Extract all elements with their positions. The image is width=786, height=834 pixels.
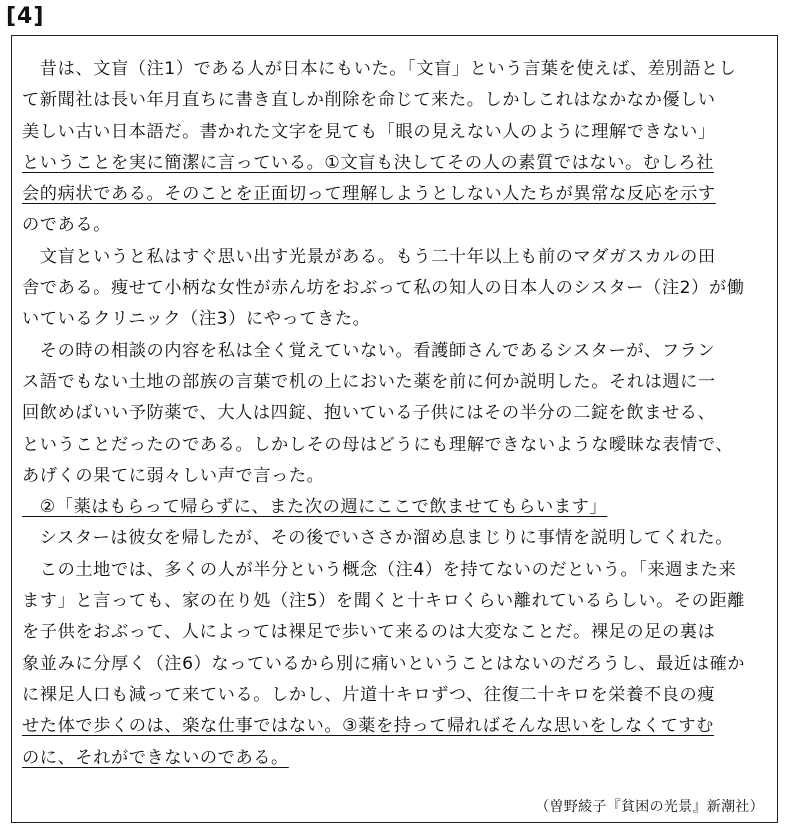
passage-line: ます」と言っても、家の在り処（注5）を聞くと十キロくらい離れているらしい。その距離 — [22, 591, 746, 612]
underlined-passage-line: せた体で歩くのは、楽な仕事ではない。③薬を持って帰ればそんな思いをしなくてすむ — [22, 716, 714, 737]
passage-line: に裸足人口も減って来ている。しかし、片道十キロずつ、往復二十キロを栄養不良の痩 — [22, 684, 716, 705]
passage-line: その時の相談の内容を私は全く覚えていない。看護師さんであるシスターが、フラン — [22, 340, 716, 361]
passage-line: この土地では、多くの人が半分という概念（注4）を持てないのだという。「来週また来 — [22, 559, 737, 580]
passage-line: 美しい古い日本語だ。書かれた文字を見ても「眼の見えない人のように理解できない」 — [22, 121, 716, 142]
passage-line: 象並みに分厚く（注6）なっているから別に痛いということはないのだろうし、最近は確か — [22, 653, 746, 674]
passage-line: を子供をおぶって、人によっては裸足で歩いて来るのは大変なことだ。裸足の足の裏は — [22, 622, 716, 643]
question-number: [4] — [6, 4, 45, 29]
passage-line: 昔は、文盲（注1）である人が日本にもいた。「文盲」という言葉を使えば、差別語とし — [22, 59, 737, 79]
passage-line: ということだったのである。しかしその母はどうにも理解できないような曖昧な表情で、 — [22, 434, 734, 455]
passage-line: 舎である。痩せて小柄な女性が赤ん坊をおぶって私の知人の日本人のシスター（注2）が働 — [22, 278, 745, 299]
passage-line: て新聞社は長い年月直ちに書き直しか削除を命じて来た。しかしこれはなかなか優しい — [22, 90, 716, 111]
underlined-passage-line: のに、それができないのである。 — [22, 747, 289, 768]
passage-line: あげくの果てに弱々しい声で言った。 — [22, 465, 325, 486]
passage-line: 回飲めばいい予防薬で、大人は四錠、抱いている子供にはその半分の二錠を飲ませる、 — [22, 403, 716, 424]
underlined-passage-line: ②「薬はもらって帰らずに、また次の週にここで飲ませてもらいます」 — [22, 497, 608, 518]
passage-line: のである。 — [22, 215, 111, 236]
passage-line: いているクリニック（注3）にやってきた。 — [22, 309, 371, 330]
passage-text — [22, 54, 762, 774]
underlined-passage-line: ということを実に簡潔に言っている。①文盲も決してその人の素質ではない。むしろ社 — [22, 152, 714, 173]
passage-line: 文盲というと私はすぐ思い出す光景がある。もう二十年以上も前のマダガスカルの田 — [22, 246, 716, 267]
citation: （曽野綾子『貧困の光景』新潮社） — [535, 799, 764, 815]
passage-line: ス語でもない土地の部族の言葉で机の上においた薬を前に何か説明した。それは週に一 — [22, 371, 716, 392]
underlined-passage-line: 会的病状である。そのことを正面切って理解しようとしない人たちが異常な反応を示す — [22, 184, 716, 205]
passage-line: シスターは彼女を帰したが、その後でいささか溜め息まじりに事情を説明してくれた。 — [22, 528, 733, 549]
